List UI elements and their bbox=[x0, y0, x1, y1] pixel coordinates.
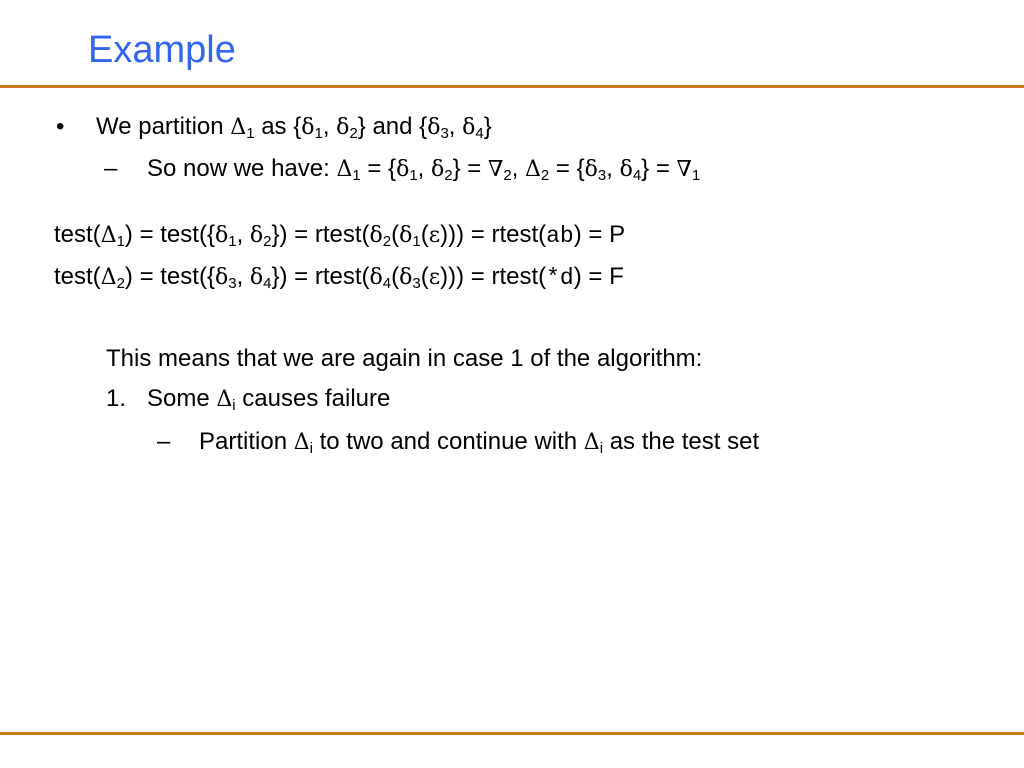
text: ))) = rtest( bbox=[440, 221, 547, 248]
subscript: 1 bbox=[228, 233, 237, 250]
test-line-1 bbox=[54, 220, 625, 251]
text: Some bbox=[147, 385, 217, 412]
text: ) = test({ bbox=[124, 263, 215, 290]
subscript: 2 bbox=[503, 167, 512, 184]
nabla-symbol: ∇ bbox=[676, 157, 692, 182]
text: ( bbox=[391, 263, 400, 290]
subscript: 1 bbox=[409, 167, 418, 184]
delta-lower-symbol: δ bbox=[462, 115, 476, 140]
test-line-2 bbox=[54, 262, 624, 293]
delta-symbol: Δ bbox=[525, 157, 541, 182]
text: ) = test({ bbox=[124, 221, 215, 248]
subscript: i bbox=[232, 397, 236, 414]
text: } and { bbox=[357, 113, 428, 140]
text: ( bbox=[391, 221, 400, 248]
delta-lower-symbol: δ bbox=[431, 157, 445, 182]
conclusion-intro: This means that we are again in case 1 of the algorithm: bbox=[106, 345, 703, 372]
text: So now we have: bbox=[147, 155, 337, 182]
subscript: 2 bbox=[540, 167, 550, 184]
text: }) = rtest( bbox=[271, 221, 370, 248]
text: test( bbox=[54, 221, 101, 248]
delta-lower-symbol: δ bbox=[396, 157, 410, 182]
subscript: 2 bbox=[444, 167, 453, 184]
delta-lower-symbol: δ bbox=[214, 265, 229, 290]
subscript: 1 bbox=[352, 167, 361, 184]
subscript: 3 bbox=[228, 275, 237, 292]
subscript: 1 bbox=[314, 125, 323, 142]
subscript: 4 bbox=[263, 275, 272, 292]
delta-lower-symbol: δ bbox=[249, 223, 264, 248]
text: We partition bbox=[96, 113, 231, 140]
case-subitem bbox=[199, 427, 759, 458]
delta-symbol: Δ bbox=[583, 430, 600, 455]
text: } bbox=[483, 113, 492, 140]
text: = { bbox=[360, 155, 397, 182]
nabla-symbol: ∇ bbox=[487, 157, 504, 182]
subscript: 2 bbox=[349, 125, 358, 142]
epsilon-symbol: ε bbox=[428, 265, 441, 290]
subscript: 3 bbox=[412, 275, 421, 292]
text: ( bbox=[420, 221, 429, 248]
subscript: 1 bbox=[116, 233, 125, 250]
delta-symbol: Δ bbox=[293, 430, 310, 455]
dash-marker: – bbox=[157, 428, 171, 455]
delta-lower-symbol: δ bbox=[427, 115, 441, 140]
bullet-partition bbox=[96, 112, 492, 143]
text: as the test set bbox=[603, 428, 760, 455]
text: , bbox=[511, 155, 526, 182]
delta-lower-symbol: δ bbox=[214, 223, 229, 248]
text: , bbox=[236, 221, 250, 248]
code-input: *d bbox=[546, 265, 574, 291]
subscript: 2 bbox=[116, 275, 125, 292]
delta-lower-symbol: δ bbox=[619, 157, 633, 182]
slide-title: Example bbox=[88, 29, 236, 71]
delta-lower-symbol: δ bbox=[399, 265, 413, 290]
text: , bbox=[606, 155, 620, 182]
delta-symbol: Δ bbox=[100, 223, 117, 248]
bullet-now-we-have bbox=[147, 154, 700, 185]
text: ) = F bbox=[573, 263, 624, 290]
delta-lower-symbol: δ bbox=[369, 265, 383, 290]
dash-marker: – bbox=[104, 155, 118, 182]
subscript: 2 bbox=[263, 233, 272, 250]
text: ( bbox=[420, 263, 429, 290]
subscript: 4 bbox=[475, 125, 484, 142]
delta-symbol: Δ bbox=[100, 265, 117, 290]
subscript: 1 bbox=[412, 233, 421, 250]
case-item bbox=[147, 384, 390, 415]
text: } = bbox=[452, 155, 488, 182]
delta-lower-symbol: δ bbox=[369, 223, 383, 248]
bullet-marker: • bbox=[56, 113, 65, 140]
text: ) = P bbox=[573, 221, 626, 248]
text: }) = rtest( bbox=[271, 263, 370, 290]
epsilon-symbol: ε bbox=[428, 223, 441, 248]
text: , bbox=[236, 263, 250, 290]
numbered-marker: 1. bbox=[106, 385, 127, 412]
subscript: 1 bbox=[246, 125, 255, 142]
text: to two and continue with bbox=[312, 428, 584, 455]
bottom-divider bbox=[0, 732, 1024, 735]
subscript: 3 bbox=[597, 167, 607, 184]
text: , bbox=[417, 155, 431, 182]
subscript: i bbox=[309, 440, 313, 457]
delta-symbol: Δ bbox=[336, 157, 353, 182]
code-input: ab bbox=[546, 223, 574, 249]
delta-symbol: Δ bbox=[230, 115, 247, 140]
subscript: 3 bbox=[440, 125, 449, 142]
top-divider bbox=[0, 85, 1024, 88]
text: causes failure bbox=[235, 385, 391, 412]
delta-lower-symbol: δ bbox=[249, 265, 264, 290]
subscript: 4 bbox=[382, 275, 392, 292]
delta-symbol: Δ bbox=[216, 387, 233, 412]
delta-lower-symbol: δ bbox=[336, 115, 350, 140]
text: , bbox=[322, 113, 337, 140]
delta-lower-symbol: δ bbox=[584, 157, 598, 182]
text: test( bbox=[54, 263, 101, 290]
text: as { bbox=[254, 113, 302, 140]
text: Partition bbox=[199, 428, 294, 455]
text: ))) = rtest( bbox=[440, 263, 547, 290]
delta-lower-symbol: δ bbox=[399, 223, 413, 248]
subscript: 4 bbox=[632, 167, 642, 184]
delta-lower-symbol: δ bbox=[301, 115, 315, 140]
text: } = bbox=[641, 155, 677, 182]
subscript: i bbox=[599, 440, 604, 457]
subscript: 2 bbox=[382, 233, 392, 250]
subscript: 1 bbox=[691, 167, 701, 184]
text: , bbox=[448, 113, 463, 140]
text: = { bbox=[549, 155, 585, 182]
